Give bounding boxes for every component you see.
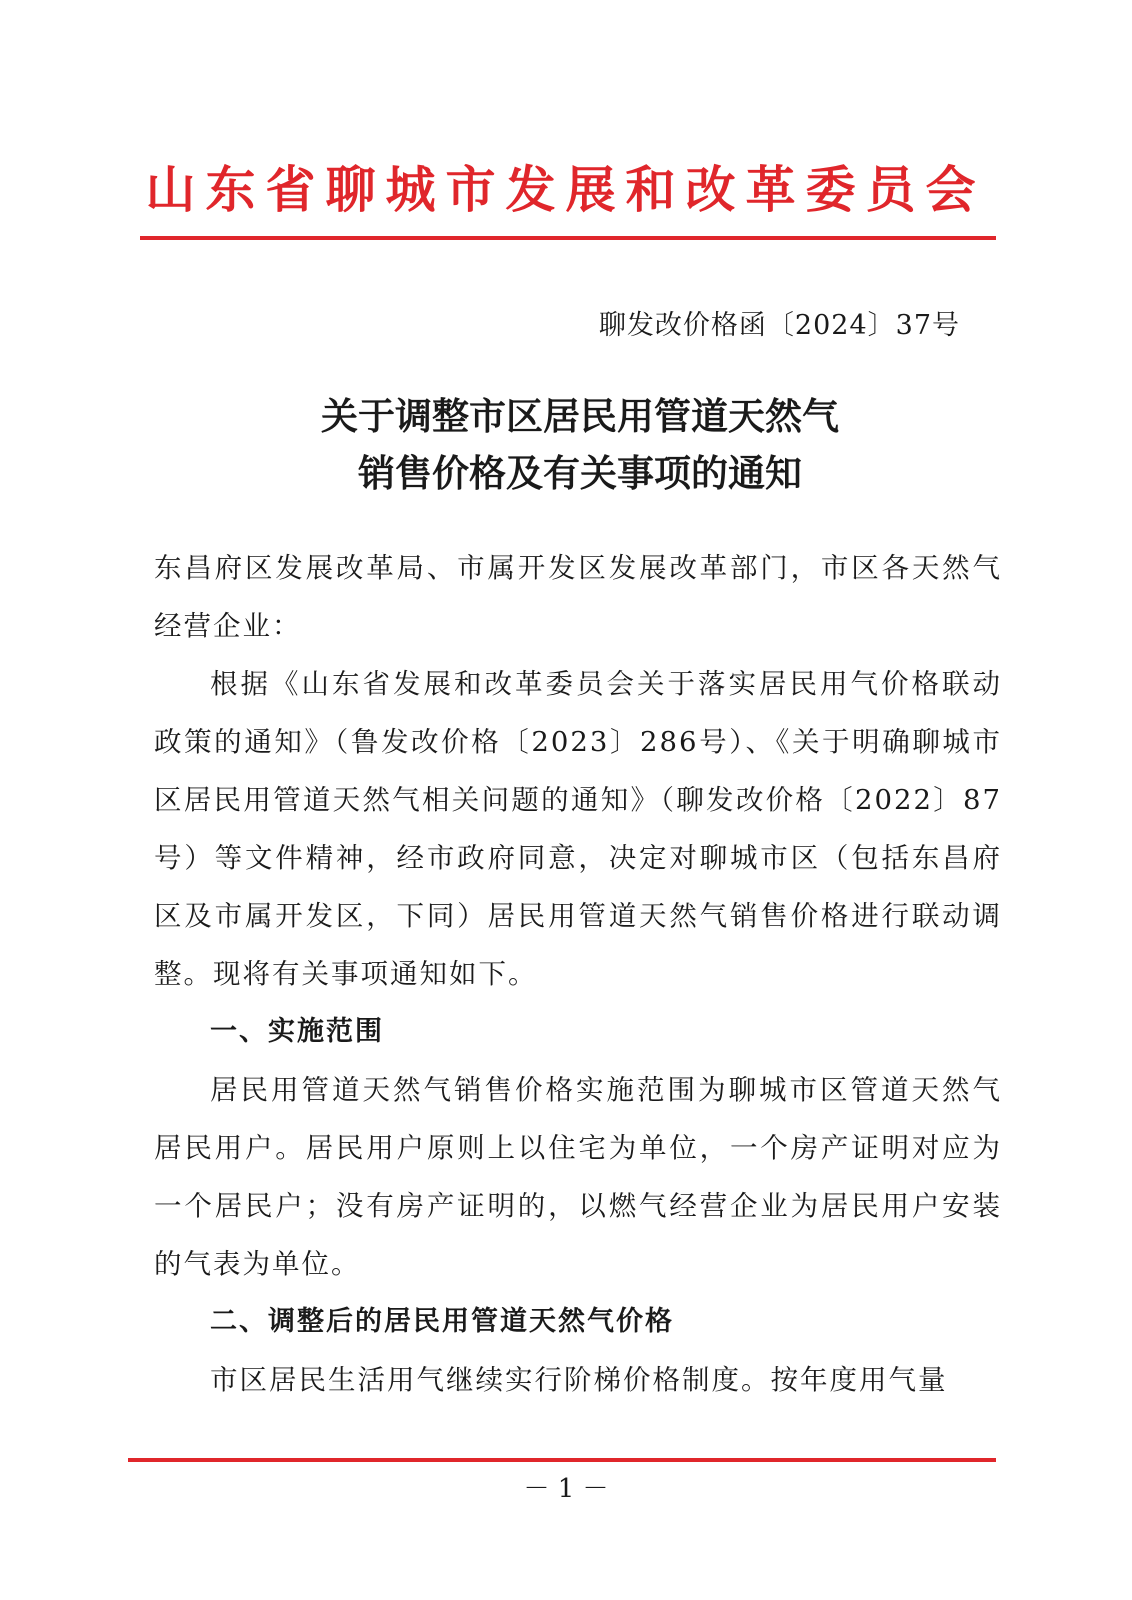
section-1-heading: 一、实施范围 bbox=[210, 1016, 384, 1047]
footer-red-rule bbox=[128, 1458, 996, 1462]
intro-paragraph: 根据《山东省发展和改革委员会关于落实居民用气价格联动政策的通知》（鲁发改价格〔2023〕286号）、《关于明确聊城市区居民用管道天然气相关问题的通知》（聊发改价格〔2022〕87号）等文件精神，经市政府同意，决定对聊城市区（包括东昌府区及市属开发区，下同）居民用管道天然气销售价格进行联动调整。现将有关事项通知如下。 bbox=[154, 668, 1002, 990]
section-1-paragraph: 居民用管道天然气销售价格实施范围为聊城市区管道天然气居民用户。居民用户原则上以住宅为单位，一个房产证明对应为一个居民户；没有房产证明的，以燃气经营企业为居民用户安装的气表为单位。 bbox=[154, 1074, 1002, 1280]
document-title-line-2: 销售价格及有关事项的通知 bbox=[358, 451, 802, 495]
header-red-rule bbox=[140, 236, 996, 240]
document-body bbox=[154, 539, 1002, 1409]
issuer-header: 山东省聊城市发展和改革委员会 bbox=[145, 161, 986, 219]
document-title-line-1: 关于调整市区居民用管道天然气 bbox=[321, 394, 839, 438]
section-2-paragraph: 市区居民生活用气继续实行阶梯价格制度。按年度用气量 bbox=[210, 1364, 948, 1396]
recipients-paragraph: 东昌府区发展改革局、市属开发区发展改革部门，市区各天然气经营企业： bbox=[154, 552, 1002, 642]
document-number: 聊发改价格函〔2024〕37号 bbox=[598, 310, 960, 341]
section-2-heading: 二、调整后的居民用管道天然气价格 bbox=[210, 1306, 674, 1337]
page-number: － 1 － bbox=[523, 1474, 609, 1504]
